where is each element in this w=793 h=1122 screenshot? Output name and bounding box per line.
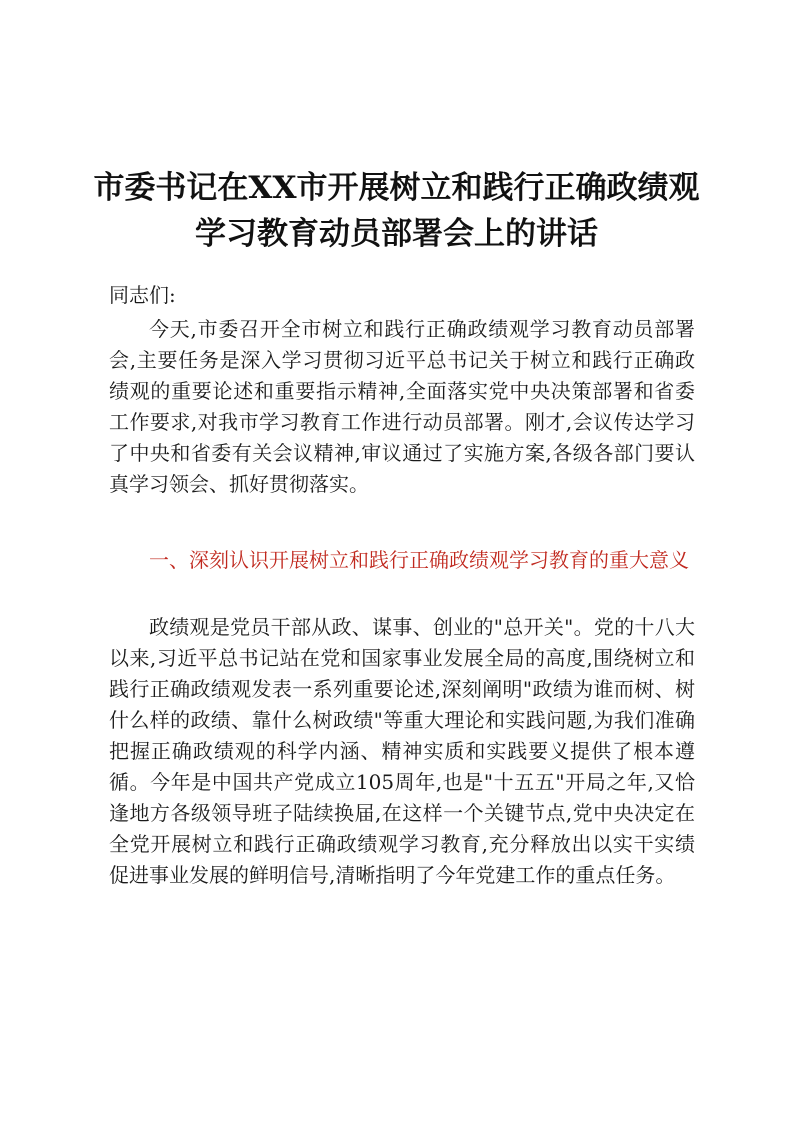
salutation: 同志们: bbox=[109, 283, 176, 307]
document-title-line-2: 学习教育动员部署会上的讲话 bbox=[195, 216, 598, 252]
paragraph-intro: 今天,市委召开全市树立和践行正确政绩观学习教育动员部署会,主要任务是深入学习贯彻习近平总书记关于树立和践行正确政绩观的重要论述和重要指示精神,全面落实党中央决策部署和省委工作要求,对我市学习教育工作进行动员部署。刚才,会议传达学习了中央和省委有关会议精神,审议通过了实施方案,各级各部门要认真学习领会、抓好贯彻落实。 bbox=[109, 317, 695, 496]
document-title-line-1: 市委书记在XX市开展树立和践行正确政绩观 bbox=[93, 170, 700, 206]
section-heading-1: 一、深刻认识开展树立和践行正确政绩观学习教育的重大意义 bbox=[149, 548, 689, 572]
paragraph-significance: 政绩观是党员干部从政、谋事、创业的"总开关"。党的十八大以来,习近平总书记站在党和国家事业发展全局的高度,围绕树立和践行正确政绩观发表一系列重要论述,深刻阐明"政绩为谁而树、树什么样的政绩、靠什么树政绩"等重大理论和实践问题,为我们准确把握正确政绩观的科学内涵、精神实质和实践要义提供了根本遵循。今年是中国共产党成立105周年,也是"十五五"开局之年,又恰逢地方各级领导班子陆续换届,在这样一个关键节点,党中央决定在全党开展树立和践行正确政绩观学习教育,充分释放出以实干实绩促进事业发展的鲜明信号,清晰指明了今年党建工作的重点任务。 bbox=[109, 615, 695, 887]
